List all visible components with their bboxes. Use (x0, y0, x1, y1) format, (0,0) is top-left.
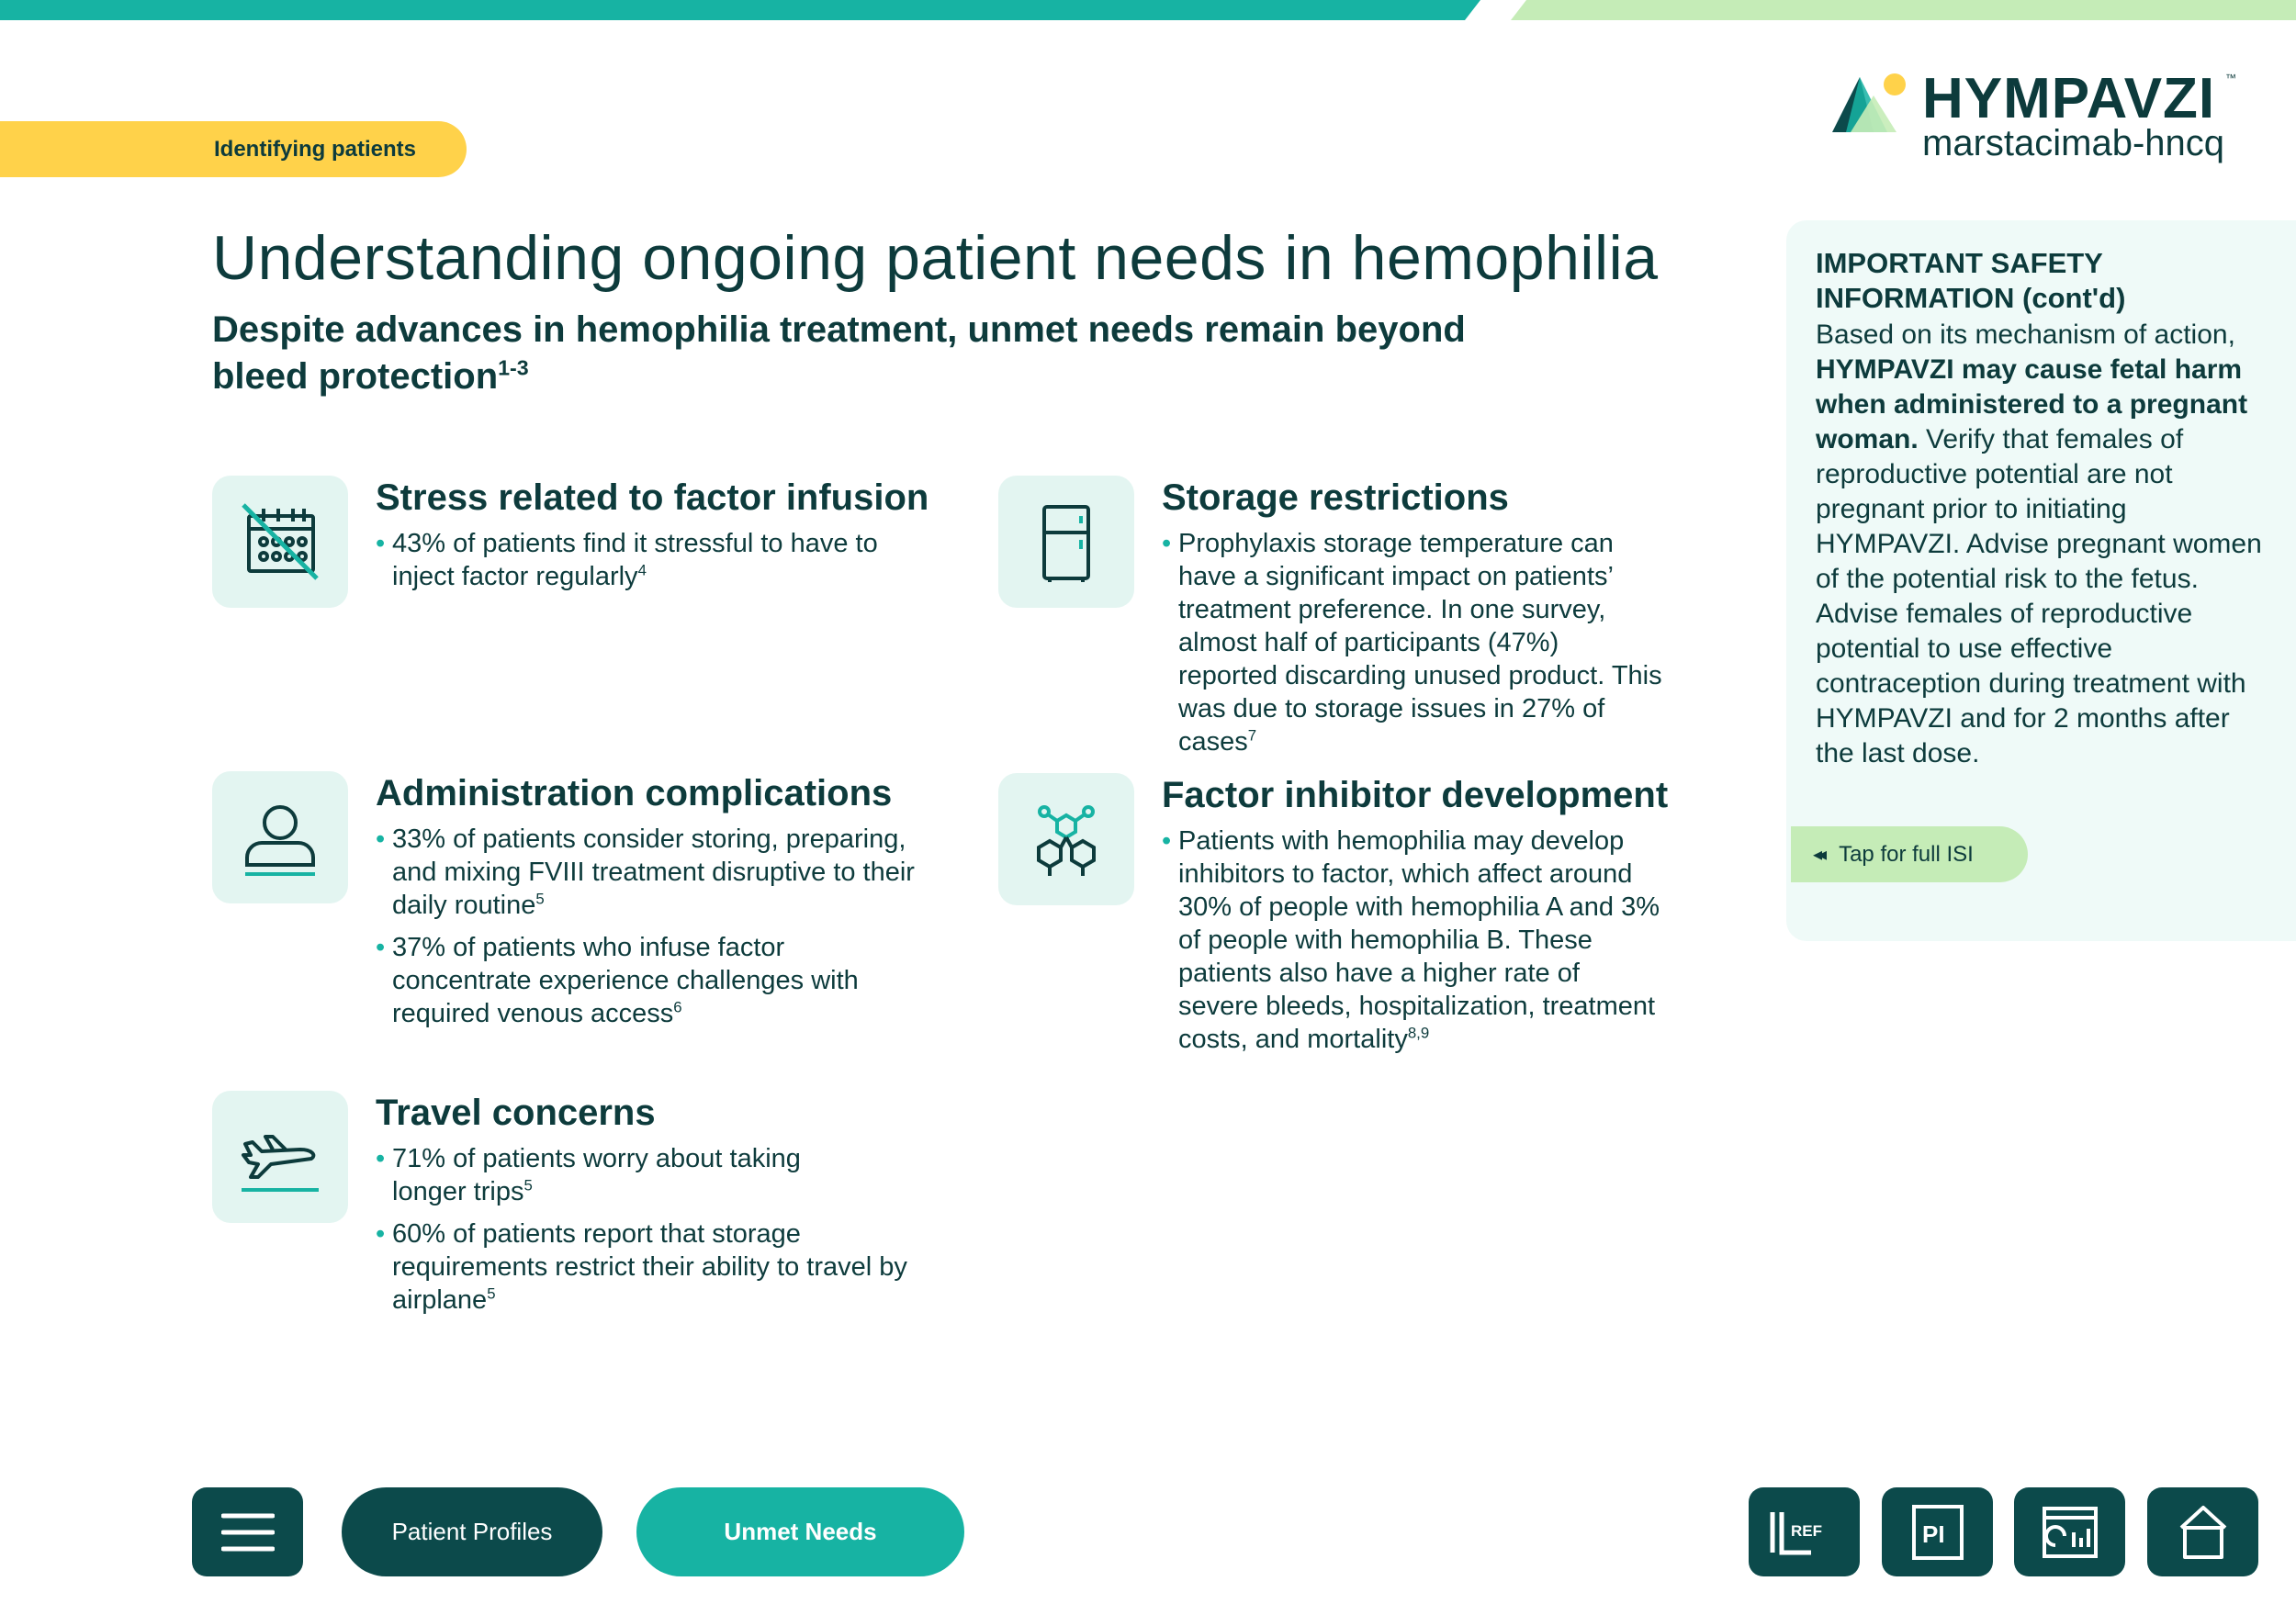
menu-icon (221, 1512, 275, 1553)
logo-brand-name: HYMPAVZI (1922, 67, 2216, 130)
home-button[interactable] (2147, 1487, 2258, 1576)
card-admin-icon-box (212, 771, 348, 903)
patient-profiles-label: Patient Profiles (391, 1518, 553, 1545)
svg-text:PI: PI (1921, 1520, 1945, 1548)
presentation-button[interactable] (2014, 1487, 2125, 1576)
isi-heading: IMPORTANT SAFETY INFORMATION (cont'd) (1816, 247, 2126, 314)
card-inhibitor-heading: Factor inhibitor development (1162, 775, 1669, 815)
prescribing-info-icon (1910, 1503, 1965, 1562)
section-tag (0, 121, 467, 177)
menu-button[interactable] (192, 1487, 303, 1576)
refrigerator-icon (1022, 498, 1110, 586)
section-tag-label: Identifying patients (214, 136, 417, 162)
card-stress-heading: Stress related to factor infusion (376, 477, 929, 518)
card-stress-bullets (376, 527, 890, 602)
card-admin-heading: Administration complications (376, 773, 893, 813)
subtitle-text: Despite advances in hemophilia treatment, unmet needs remain beyond bleed protection (212, 309, 1466, 397)
bullet-item: • Prophylaxis storage temperature can have a significant impact on patients’ treatment preference. In one survey, almost half of participants (47%) reported discarding unused product. This was due to storage issues in 27% of cases$^7$ (1162, 527, 1662, 758)
references-button[interactable] (1749, 1487, 1860, 1576)
unmet-needs-button[interactable] (636, 1487, 964, 1576)
brand-logo (1823, 66, 2236, 167)
card-storage-heading: Storage restrictions (1162, 477, 1509, 518)
molecule-icon (1022, 795, 1110, 883)
bullet-item: • 43% of patients find it stressful to have to inject factor regularly$^4$ (376, 527, 890, 593)
full-isi-button[interactable] (1791, 826, 2028, 882)
home-icon (2178, 1504, 2229, 1561)
airplane-icon (234, 1113, 326, 1201)
presentation-chart-icon (2041, 1505, 2099, 1560)
page-subtitle (212, 307, 1535, 400)
bullet-item: • 37% of patients who infuse factor concentrate experience challenges with required venous access$^6$ (376, 931, 890, 1030)
isi-panel[interactable] (1786, 220, 2296, 941)
svg-text:REF: REF (1790, 1521, 1822, 1540)
subtitle-ref: 1-3 (498, 355, 529, 380)
card-travel-bullets (376, 1142, 908, 1326)
card-travel-icon-box (212, 1091, 348, 1223)
full-isi-label: Tap for full ISI (1839, 841, 1974, 867)
card-stress-icon-box (212, 476, 348, 608)
top-accent-bar (0, 0, 2296, 20)
card-inhibitor-icon-box (998, 773, 1134, 905)
unmet-needs-label: Unmet Needs (724, 1518, 877, 1545)
bullet-item: • 71% of patients worry about taking longer trips$^5$ (376, 1142, 853, 1208)
patient-profiles-button[interactable] (342, 1487, 602, 1576)
card-inhibitor-bullets (1162, 824, 1662, 1065)
logo-trademark: ™ (2225, 72, 2236, 84)
bullet-item: • 33% of patients consider storing, preparing, and mixing FVIII treatment disruptive to their daily routine$^5$ (376, 823, 927, 922)
rewind-icon: ◂◂ (1813, 845, 1823, 865)
page-title: Understanding ongoing patient needs in hemophilia (212, 223, 1659, 293)
calendar-crossed-icon (236, 498, 324, 586)
card-storage-icon-box (998, 476, 1134, 608)
references-icon (1763, 1505, 1846, 1560)
bullet-item: • 60% of patients report that storage requirements restrict their ability to travel by airplane$^5$ (376, 1217, 908, 1317)
person-icon (236, 793, 324, 881)
logo-mark-icon (1823, 68, 1915, 141)
card-admin-bullets (376, 823, 927, 1039)
card-travel-heading: Travel concerns (376, 1093, 656, 1133)
prescribing-info-button[interactable] (1882, 1487, 1993, 1576)
isi-body: Based on its mechanism of action, HYMPAVZI may cause fetal harm when administered to a pregnant woman. Verify that females of reproductive potential are not pregnant prior to initiating HYMPAVZI. Advise pregnant women of the potential risk to the fetus. Advise females of reproductive potential to use effective contraception during treatment with HYMPAVZI and for 2 months after the last dose. (1816, 320, 2262, 768)
logo-generic-name: marstacimab-hncq (1922, 123, 2225, 163)
card-storage-bullets (1162, 527, 1662, 768)
bullet-item: • Patients with hemophilia may develop inhibitors to factor, which affect around 30% of people with hemophilia A and 3% of people with hemophilia B. These patients also have a higher rate of severe bleeds, hospitalization, treatment costs, and mortality$^{8,9}$ (1162, 824, 1662, 1056)
